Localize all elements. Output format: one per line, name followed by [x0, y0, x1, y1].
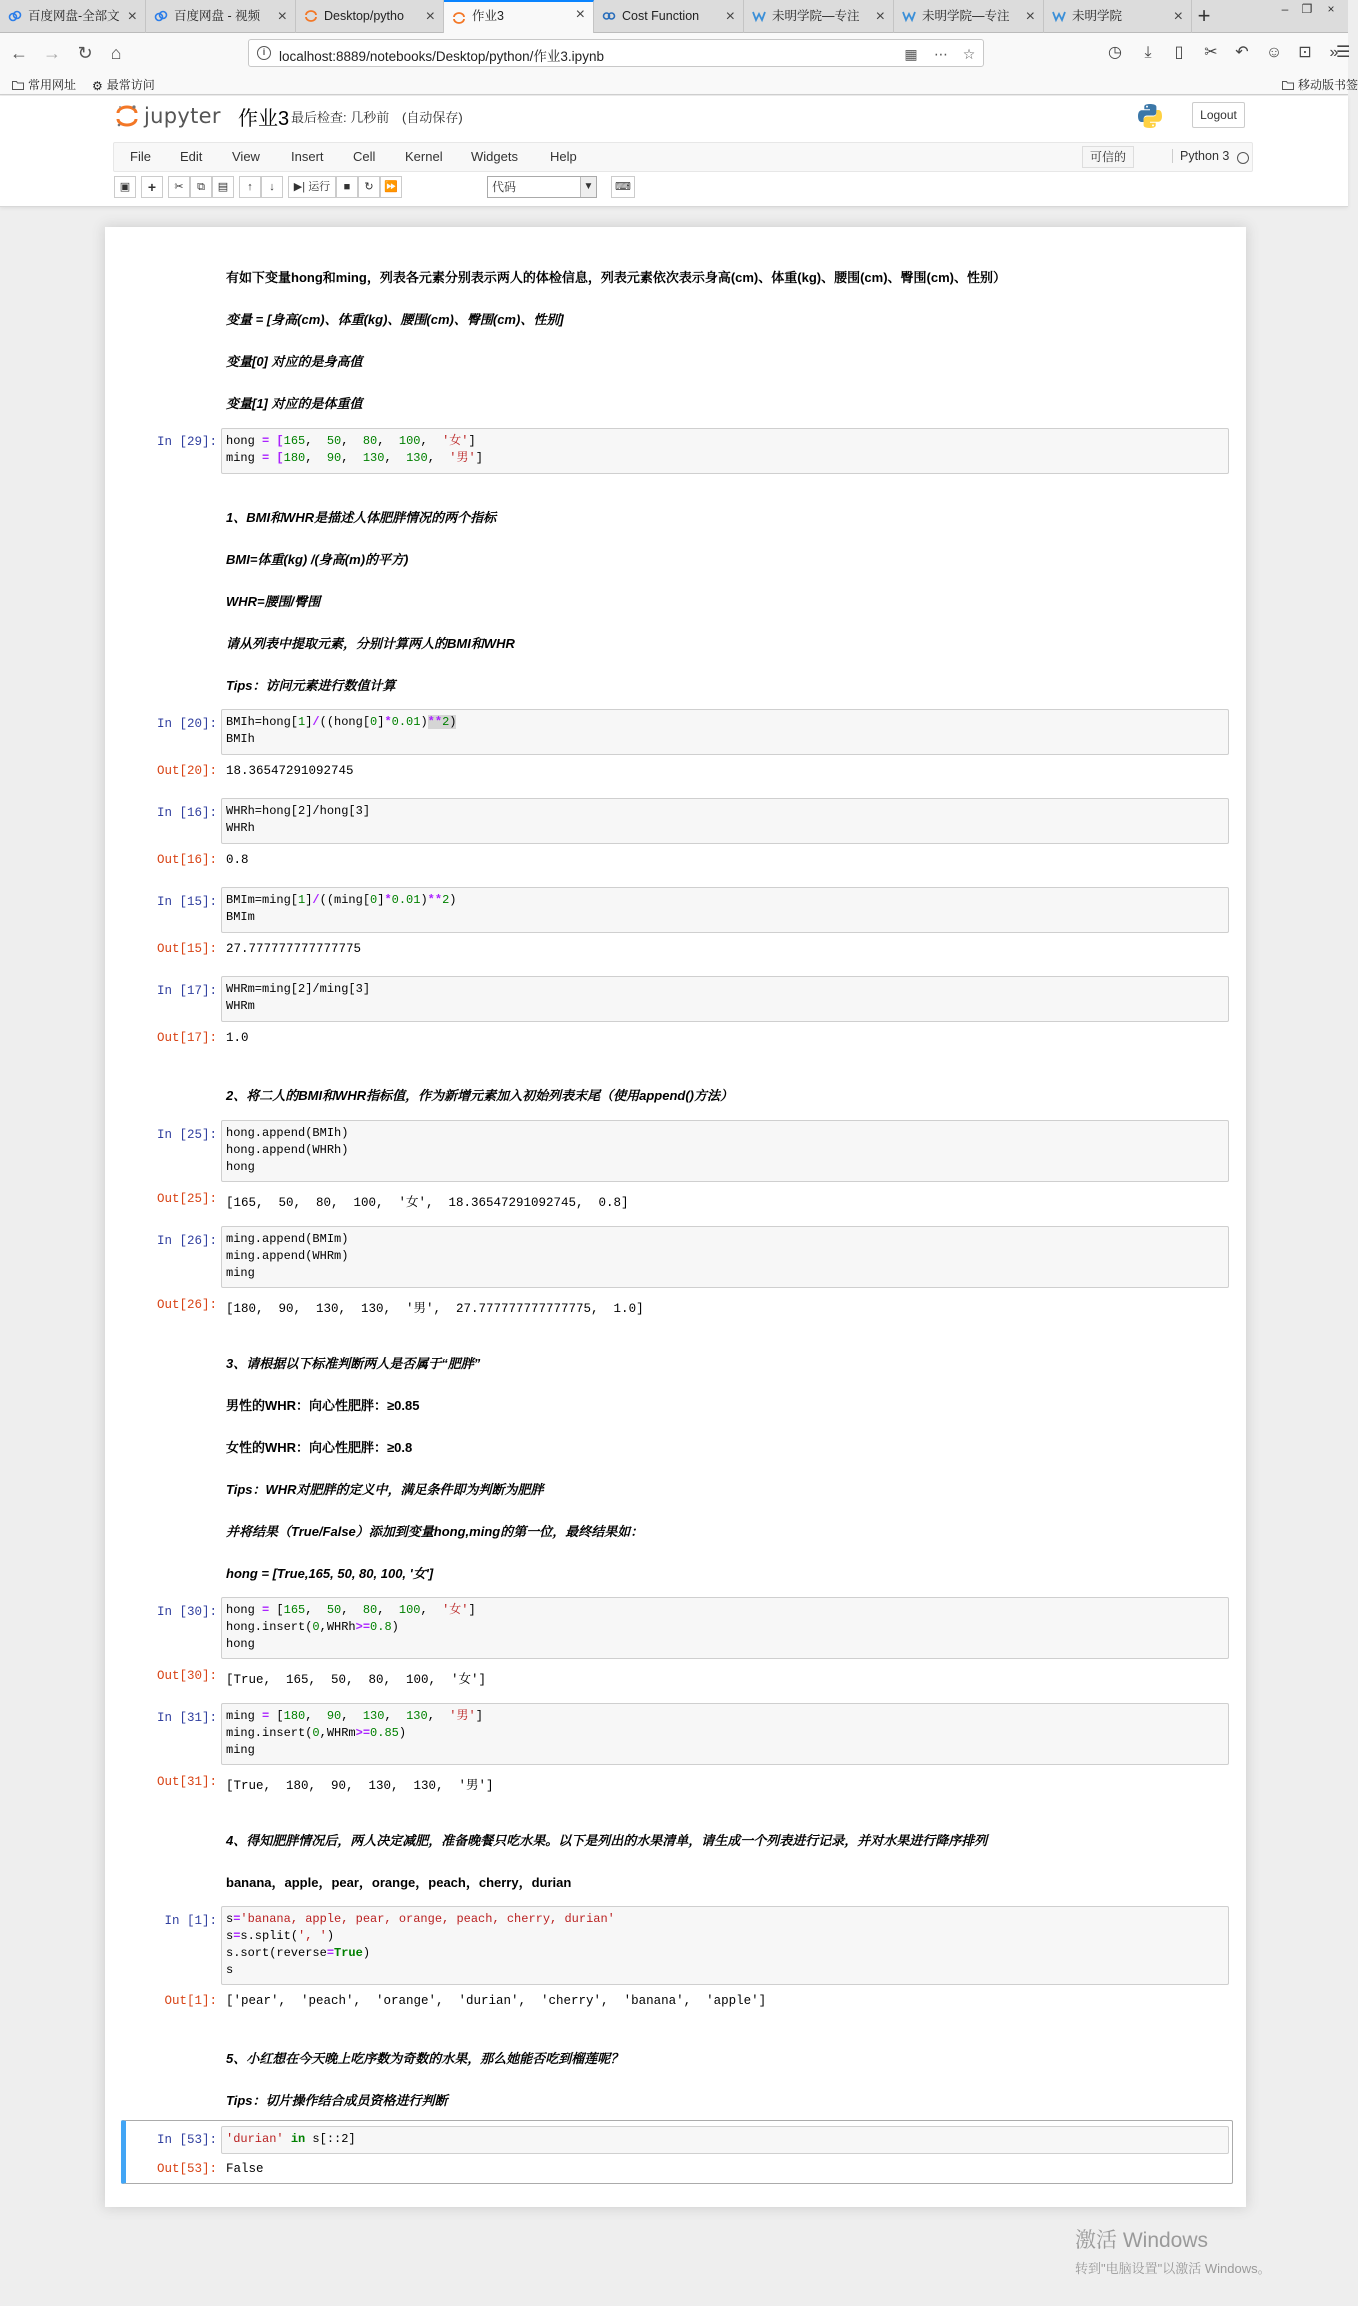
markdown-cell[interactable]: Tips：WHR对肥胖的定义中，满足条件即为判断为肥胖 — [226, 1482, 544, 1497]
cell-output: 27.777777777777775 — [226, 942, 362, 956]
close-icon[interactable]: × — [425, 8, 435, 25]
windows-activation-watermark — [1075, 2224, 1271, 2277]
baidu-pan-icon — [8, 9, 22, 23]
output-prompt: Out[31]: — [156, 1775, 217, 1789]
input-prompt: In [53]: — [156, 2133, 217, 2147]
keyboard-icon: ⌨ — [615, 181, 631, 193]
qr-code-icon[interactable]: ▦ — [904, 46, 918, 62]
reader-view-icon[interactable]: ▯ — [1174, 44, 1184, 61]
code-cell-input[interactable] — [221, 1226, 1229, 1288]
restart-run-all-button[interactable] — [380, 176, 402, 198]
tab-label: 百度网盘 - 视频 — [174, 9, 261, 23]
bookmark-folder[interactable] — [12, 76, 76, 93]
jupyter-icon — [304, 9, 318, 23]
close-icon[interactable]: × — [277, 8, 287, 25]
tab-label: 未明学院—专注 — [772, 9, 860, 23]
browser-tab[interactable] — [894, 0, 1044, 33]
code-text: ming = [180, 90, 130, 130, '男'] ming.insert(0,WHRm>=0.85) ming — [226, 1709, 483, 1757]
tab-label: Desktop/pytho — [324, 9, 404, 23]
run-button[interactable] — [288, 176, 336, 198]
markdown-cell[interactable]: 2、将二人的BMI和WHR指标值，作为新增元素加入初始列表末尾（使用append()方法） — [226, 1088, 733, 1103]
more-icon[interactable]: ⋯ — [934, 46, 948, 62]
python-logo-icon — [1136, 102, 1164, 130]
history-icon[interactable]: ◷ — [1108, 44, 1122, 61]
bookmark-label: 移动版书签 — [1298, 78, 1358, 92]
markdown-cell[interactable]: 变量[1] 对应的是体重值 — [226, 396, 363, 411]
weiming-icon — [902, 9, 916, 23]
markdown-cell[interactable]: 1、BMI和WHR是描述人体肥胖情况的两个指标 — [226, 510, 497, 525]
run-label: 运行 — [308, 181, 331, 193]
jupyter-icon — [452, 11, 466, 25]
trusted-indicator[interactable]: 可信的 — [1082, 146, 1134, 168]
tab-label: 未明学院 — [1072, 9, 1123, 23]
browser-tab[interactable] — [296, 0, 444, 33]
baidu-pan-icon — [154, 9, 168, 23]
output-prompt: Out[20]: — [156, 764, 217, 778]
tab-label: Cost Function — [622, 9, 700, 23]
extension-icon[interactable]: ☺ — [1265, 44, 1283, 61]
move-up-button[interactable] — [239, 176, 261, 198]
cell-output: 1.0 — [226, 1031, 249, 1045]
bookmark-label: 常用网址 — [28, 78, 77, 92]
output-prompt: Out[53]: — [156, 2162, 217, 2176]
logout-button[interactable]: Logout — [1192, 102, 1245, 128]
code-text: hong.append(BMIh) hong.append(WHRh) hong — [226, 1126, 349, 1174]
restart-button[interactable] — [358, 176, 380, 198]
bookmark-star-icon[interactable]: ☆ — [962, 46, 976, 62]
browser-tab-bar — [0, 0, 1348, 33]
markdown-cell[interactable]: Tips：切片操作结合成员资格进行判断 — [226, 2093, 448, 2108]
cut-button[interactable] — [168, 176, 190, 198]
cell-output: [True, 165, 50, 80, 100, '女'] — [226, 1673, 487, 1687]
jupyter-logo-icon — [116, 104, 138, 128]
markdown-cell[interactable]: hong = [True,165, 50, 80, 100, '女'] — [226, 1566, 434, 1581]
new-tab-button[interactable]: + — [1197, 3, 1211, 28]
autosave-status: (自动保存) — [402, 110, 463, 125]
output-prompt: Out[25]: — [156, 1192, 217, 1206]
info-icon[interactable]: i — [257, 46, 271, 60]
cell-output: [180, 90, 130, 130, '男', 27.777777777777775, 1.0] — [226, 1302, 644, 1316]
copy-icon: ⧉ — [197, 181, 205, 193]
output-prompt: Out[1]: — [164, 1994, 217, 2008]
insert-cell-button[interactable] — [141, 176, 163, 198]
menu-bar — [113, 142, 1253, 172]
overflow-menu-icon[interactable]: » — [1329, 44, 1339, 61]
save-button[interactable] — [114, 176, 136, 198]
plus-icon: + — [147, 179, 157, 195]
cell-type-select[interactable] — [487, 176, 597, 198]
url-text[interactable]: localhost:8889/notebooks/Desktop/python/作业3.ipynb — [279, 49, 604, 64]
weiming-icon — [1052, 9, 1066, 23]
paste-icon: ▤ — [217, 181, 229, 193]
markdown-cell[interactable]: 4、得知肥胖情况后，两人决定减肥，准备晚餐只吃水果。以下是列出的水果清单，请生成一个列表进行记录，并对水果进行降序排列 — [226, 1833, 988, 1848]
watermark-subtitle: 转到"电脑设置"以激活 Windows。 — [1075, 2261, 1271, 2276]
cell-type-value: 代码 — [492, 180, 517, 194]
watermark-title: 激活 Windows — [1075, 2229, 1209, 2252]
output-prompt: Out[16]: — [156, 853, 217, 867]
output-prompt: Out[17]: — [156, 1031, 217, 1045]
markdown-cell[interactable]: 女性的WHR：向心性肥胖：≥0.8 — [226, 1440, 413, 1455]
paste-button[interactable] — [212, 176, 234, 198]
markdown-cell[interactable]: BMI=体重(kg) /(身高(m)的平方) — [226, 552, 409, 567]
markdown-cell[interactable]: 变量 = [身高(cm)、体重(kg)、腰围(cm)、臀围(cm)、性别] — [226, 312, 564, 327]
menu-widgets[interactable]: Widgets — [471, 149, 518, 164]
home-icon[interactable]: ⌂ — [110, 43, 122, 63]
menu-edit[interactable]: Edit — [180, 149, 203, 164]
tab-label: 作业3 — [472, 9, 504, 23]
cell-output: False — [226, 2162, 264, 2176]
bookmarks-bar — [0, 73, 1358, 95]
restart-icon: ↻ — [364, 181, 374, 193]
browser-tab[interactable] — [744, 0, 894, 33]
markdown-cell[interactable]: 男性的WHR：向心性肥胖：≥0.85 — [226, 1398, 420, 1413]
jupyter-logo[interactable] — [116, 101, 226, 131]
input-prompt: In [16]: — [156, 806, 217, 820]
menu-view[interactable]: View — [232, 149, 260, 164]
markdown-cell[interactable]: banana，apple，pear，orange，peach，cherry，durian — [226, 1875, 572, 1890]
checkpoint-status: 最后检查: 几秒前 — [291, 110, 390, 125]
markdown-cell[interactable]: WHR=腰围/臀围 — [226, 594, 321, 609]
command-palette-button[interactable] — [611, 176, 635, 198]
code-text: WHRm=ming[2]/ming[3] WHRm — [226, 982, 371, 1013]
close-icon[interactable]: × — [1025, 8, 1035, 25]
input-prompt: In [1]: — [164, 1914, 217, 1928]
markdown-cell[interactable]: 有如下变量hong和ming，列表各元素分别表示两人的体检信息，列表元素依次表示身高(cm)、体重(kg)、腰围(cm)、臀围(cm)、性别） — [226, 270, 1006, 285]
kernel-idle-icon — [1237, 152, 1249, 164]
menu-kernel[interactable]: Kernel — [405, 149, 443, 164]
code-text: hong = [165, 50, 80, 100, '女'] ming = [180, 90, 130, 130, '男'] — [226, 434, 483, 465]
markdown-cell[interactable]: 变量[0] 对应的是身高值 — [226, 354, 363, 369]
close-window-icon[interactable]: × — [1327, 2, 1335, 16]
reload-icon[interactable]: ↻ — [77, 43, 93, 63]
folder-icon — [12, 80, 24, 90]
input-prompt: In [17]: — [156, 984, 217, 998]
output-prompt: Out[15]: — [156, 942, 217, 956]
coursera-link-icon — [602, 9, 616, 23]
input-prompt: In [31]: — [156, 1711, 217, 1725]
minimize-icon[interactable]: – — [1281, 2, 1289, 16]
menu-file[interactable]: File — [130, 149, 151, 164]
chevron-down-icon: ▼ — [580, 177, 596, 197]
input-prompt: In [25]: — [156, 1128, 217, 1142]
browser-tab[interactable] — [0, 0, 146, 33]
close-icon[interactable]: × — [575, 6, 585, 23]
code-text: BMIm=ming[1]/((ming[0]*0.01)**2) BMIm — [226, 893, 457, 924]
back-icon[interactable]: ← — [10, 43, 28, 63]
code-text: ming.append(BMIm) ming.append(WHRm) ming — [226, 1232, 349, 1280]
markdown-cell[interactable]: 3、请根据以下标准判断两人是否属于“肥胖” — [226, 1356, 481, 1371]
code-cell-input[interactable] — [221, 976, 1229, 1022]
tab-label: 未明学院—专注 — [922, 9, 1010, 23]
browser-tab[interactable] — [594, 0, 744, 33]
close-icon[interactable]: × — [725, 8, 735, 25]
fast-forward-icon: ⏩ — [384, 181, 398, 193]
code-text: WHRh=hong[2]/hong[3] WHRh — [226, 804, 371, 835]
notebook-container — [105, 227, 1246, 2207]
code-text: BMIh=hong[1]/((hong[0]*0.01)**2) BMIh — [226, 715, 457, 746]
code-text: s='banana, apple, pear, orange, peach, cherry, durian' s=s.split(', ') s.sort(reverse=True) s — [226, 1912, 615, 1977]
save-icon: ▣ — [119, 181, 131, 193]
code-text: hong = [165, 50, 80, 100, '女'] hong.insert(0,WHRh>=0.8) hong — [226, 1603, 476, 1651]
markdown-cell[interactable]: 5、小红想在今天晚上吃序数为奇数的水果，那么她能否吃到榴莲呢？ — [226, 2051, 624, 2066]
browser-tab-active[interactable] — [444, 0, 594, 33]
folder-icon — [1282, 80, 1294, 90]
hamburger-menu-icon[interactable]: ☰ — [1336, 44, 1351, 61]
markdown-cell[interactable]: 请从列表中提取元素，分别计算两人的BMI和WHR — [226, 636, 515, 651]
code-cell-input[interactable] — [221, 798, 1229, 844]
close-icon[interactable]: × — [1173, 8, 1183, 25]
cell-output: 18.36547291092745 — [226, 764, 354, 778]
cell-output: [True, 180, 90, 130, 130, '男'] — [226, 1779, 494, 1793]
forward-icon[interactable]: → — [43, 43, 61, 63]
code-cell-input[interactable] — [221, 1120, 1229, 1182]
copy-button[interactable] — [190, 176, 212, 198]
input-prompt: In [15]: — [156, 895, 217, 909]
kernel-name: Python 3 — [1172, 149, 1229, 163]
sidebar-icon[interactable]: ⊡ — [1298, 44, 1312, 61]
menu-help[interactable]: Help — [550, 149, 577, 164]
scissors-icon: ✂ — [174, 181, 184, 193]
interrupt-button[interactable] — [336, 176, 358, 198]
jupyter-header — [0, 96, 1348, 207]
bookmark-item[interactable] — [92, 76, 155, 93]
input-prompt: In [26]: — [156, 1234, 217, 1248]
cell-output: [165, 50, 80, 100, '女', 18.36547291092745, 0.8] — [226, 1196, 629, 1210]
address-bar[interactable] — [248, 39, 984, 67]
close-icon[interactable]: × — [875, 8, 885, 25]
stop-icon: ■ — [343, 181, 351, 193]
gear-icon: ⚙ — [92, 79, 103, 93]
jupyter-wordmark: jupyter — [144, 104, 221, 128]
move-down-button[interactable] — [261, 176, 283, 198]
cell-output: ['pear', 'peach', 'orange', 'durian', 'cherry', 'banana', 'apple'] — [226, 1994, 767, 2008]
close-icon[interactable]: × — [127, 8, 137, 25]
arrow-down-icon: ↓ — [269, 181, 275, 193]
notebook-name[interactable]: 作业3 — [238, 108, 290, 130]
code-cell-input[interactable] — [221, 2126, 1229, 2154]
mobile-bookmarks[interactable] — [1282, 76, 1358, 93]
browser-nav-bar — [0, 33, 1351, 73]
input-prompt: In [20]: — [156, 717, 217, 731]
output-prompt: Out[30]: — [156, 1669, 217, 1683]
menu-insert[interactable]: Insert — [291, 149, 324, 164]
code-text: 'durian' in s[::2] — [226, 2132, 356, 2146]
bookmark-label: 最常访问 — [106, 78, 155, 92]
weiming-icon — [752, 9, 766, 23]
menu-cell[interactable]: Cell — [353, 149, 376, 164]
step-forward-icon: ▶| — [293, 181, 306, 193]
input-prompt: In [29]: — [156, 435, 217, 449]
input-prompt: In [30]: — [156, 1605, 217, 1619]
markdown-cell[interactable]: Tips：访问元素进行数值计算 — [226, 678, 396, 693]
markdown-cell[interactable]: 并将结果（True/False）添加到变量hong,ming的第一位，最终结果如： — [226, 1524, 644, 1539]
cell-output: 0.8 — [226, 853, 249, 867]
screenshot-icon[interactable]: ✂ — [1204, 44, 1218, 61]
output-prompt: Out[26]: — [156, 1298, 217, 1312]
arrow-up-icon: ↑ — [247, 181, 253, 193]
tab-label: 百度网盘-全部文 — [28, 9, 120, 23]
notebook-toolbar — [113, 176, 1253, 202]
download-icon[interactable]: ⤓ — [1144, 44, 1152, 61]
browser-tab[interactable] — [1044, 0, 1192, 33]
restore-icon[interactable]: ❐ — [1301, 2, 1313, 16]
undo-icon[interactable]: ↶ — [1235, 44, 1249, 61]
browser-tab[interactable] — [146, 0, 296, 33]
